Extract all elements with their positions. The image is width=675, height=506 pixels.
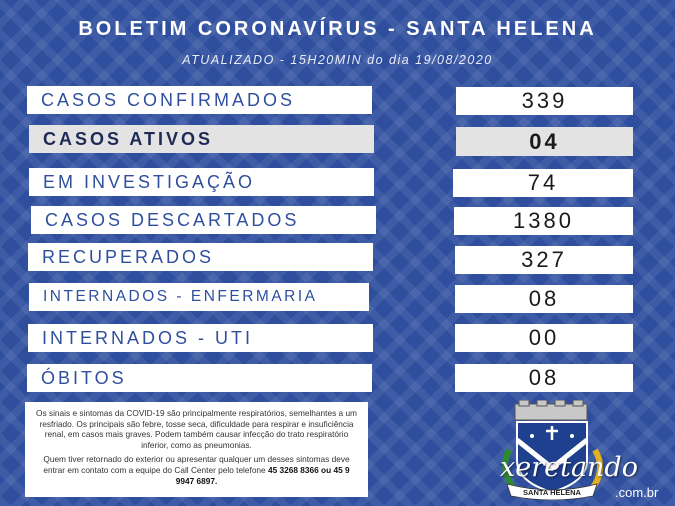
value-internados-enfermaria: 08 — [455, 285, 633, 313]
label-recuperados: RECUPERADOS — [28, 243, 373, 271]
value-casos-ativos: 04 — [456, 127, 633, 156]
value-em-investigacao: 74 — [453, 169, 633, 197]
crest-banner-text: SANTA HELENA — [523, 488, 581, 497]
value-casos-confirmados: 339 — [456, 87, 633, 115]
label-casos-descartados: CASOS DESCARTADOS — [31, 206, 376, 234]
value-recuperados: 327 — [455, 246, 633, 274]
value-casos-descartados: 1380 — [454, 207, 633, 235]
label-obitos: ÓBITOS — [27, 364, 372, 392]
call-center-phones: 45 3268 8366 ou 45 9 9947 6897. — [175, 464, 350, 486]
update-timestamp: ATUALIZADO - 15H20MIN do dia 19/08/2020 — [182, 53, 493, 67]
xeretando-logo: xeretando — [500, 452, 638, 483]
symptoms-paragraph: Os sinais e sintomas da COVID-19 são principalmente respiratórios, semelhantes a um resfriado. Os principais são febre, tosse seca, dificuldade para respirar e insuficiência renal, em casos mais graves. Podem também causar infecção do trato respiratório inferior, como as pneumonias. — [36, 408, 357, 450]
label-casos-ativos: CASOS ATIVOS — [29, 125, 374, 153]
santa-helena-crest — [495, 400, 610, 500]
contact-text: Quem tiver retornado do exterior ou apresentar qualquer um desses sintomas deve entrar em contato com a equipe do Call Center pelo telefone — [43, 454, 350, 475]
bulletin-title: BOLETIM CORONAVÍRUS - SANTA HELENA — [78, 18, 597, 40]
label-em-investigacao: EM INVESTIGAÇÃO — [29, 168, 374, 196]
contact-paragraph — [33, 454, 360, 486]
label-internados-uti: INTERNADOS - UTI — [28, 324, 373, 352]
xeretando-domain: .com.br — [615, 485, 659, 500]
label-internados-enfermaria: INTERNADOS - ENFERMARIA — [29, 283, 369, 311]
value-internados-uti: 00 — [455, 324, 633, 352]
label-casos-confirmados: CASOS CONFIRMADOS — [27, 86, 372, 114]
symptoms-info-box — [25, 402, 368, 497]
value-obitos: 08 — [455, 364, 633, 392]
